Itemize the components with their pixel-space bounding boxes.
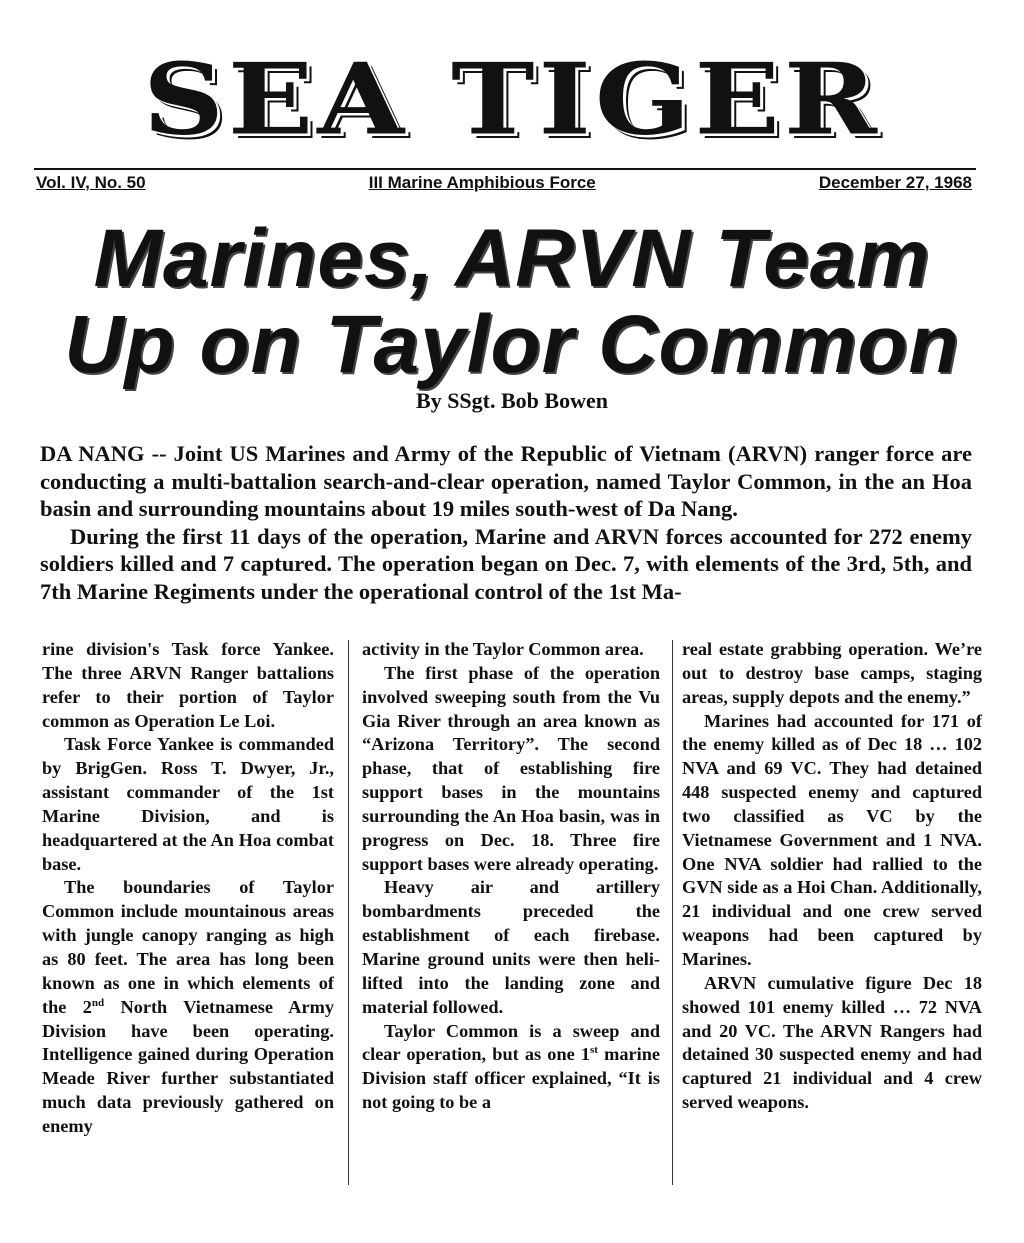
masthead (0, 40, 1024, 160)
column-2-paragraph-4-text-b: marine Division staff officer explained, “It is not going to be a (362, 1044, 660, 1113)
headline-line-1: Marines, ARVN Team (93, 213, 931, 304)
column-3-paragraph-2: Marines had accounted for 171 of the enemy killed as of Dec 18 … 102 NVA and 69 VC. They had detained 448 suspected enemy and captured two classified as VC by the Vietnamese Government and 1 NVA. One NVA soldier had rallied to the GVN side as a Hoi Chan. Additionally, 21 individual and one crew served weapons had been captured by Marines. (682, 710, 982, 969)
publisher-name: III Marine Amphibious Force (368, 173, 596, 192)
lead-paragraphs (40, 440, 972, 605)
lead-paragraph-2: During the first 11 days of the operation, Marine and ARVN forces accounted for 272 enemy soldiers killed and 7 captured. The operation began on Dec. 7, with elements of the 3rd, 5th, and 7th Marine Regiments under the operational control of the 1st Ma- (40, 523, 972, 604)
headline-line-2: Up on Taylor Common (64, 299, 960, 390)
volume-number: Vol. IV, No. 50 (36, 173, 146, 192)
column-2-paragraph-4-text-a: Taylor Common is a sweep and clear operation, but as one 1 (362, 1020, 660, 1065)
lead-paragraph-1: DA NANG -- Joint US Marines and Army of the Republic of Vietnam (ARVN) ranger force are conducting a multi-battalion search-and-clear operation, named Taylor Common, in the an Hoa basin and surrounding mountains about 19 miles south-west of Da Nang. (40, 441, 972, 521)
column-1-paragraph-1: rine division's Task force Yankee. The three ARVN Ranger battalions refer to their portion of Taylor common as Operation Le Loi. (42, 639, 334, 731)
column-2-paragraph-4 (362, 1020, 660, 1115)
masthead-info-row (36, 171, 972, 195)
byline: By SSgt. Bob Bowen (416, 388, 608, 413)
masthead-title: SEA TIGER (143, 41, 881, 158)
ordinal-suffix: nd (91, 996, 105, 1009)
article-column-1 (42, 638, 334, 1186)
column-2-paragraph-3: Heavy air and artillery bombardments preceded the establishment of each firebase. Marine ground units were then heli-lifted into the landing zone and material followed. (362, 877, 660, 1017)
column-3-paragraph-1: real estate grabbing operation. We’re out to destroy base camps, staging areas, supply depots and the enemy.” (682, 639, 982, 707)
column-1-paragraph-3-text-b: North Vietnamese Army Division have been operating. Intelligence gained during Operation Meade River further substantiated much data previously gathered on enemy (42, 996, 334, 1136)
article-column-2 (362, 638, 660, 1186)
article-column-3 (682, 638, 982, 1186)
issue-date: December 27, 1968 (818, 173, 972, 192)
column-1-paragraph-3-text-a: The boundaries of Taylor Common include mountainous areas with jungle canopy ranging as high as 80 feet. The area has long been known as one in which elements of the 2 (42, 877, 334, 1017)
ordinal-suffix: st (590, 1044, 598, 1057)
column-1-paragraph-2: Task Force Yankee is commanded by BrigGen. Ross T. Dwyer, Jr., assistant commander of the 1st Marine Division, and is headquartered at the An Hoa combat base. (42, 734, 334, 874)
masthead-top-rule (34, 168, 976, 170)
column-3-paragraph-3: ARVN cumulative figure Dec 18 showed 101 enemy killed … 72 NVA and 20 VC. The ARVN Rangers had detained 30 suspected enemy and had captured 21 individual and 4 crew served weapons. (682, 972, 982, 1113)
column-divider-1 (348, 640, 349, 1185)
column-divider-2 (672, 640, 673, 1185)
column-2-paragraph-1: activity in the Taylor Common area. (362, 639, 644, 659)
column-2-paragraph-2: The first phase of the operation involved sweeping south from the Vu Gia River through an area known as “Arizona Territory”. The second phase, that of establishing fire support bases in the mountains surrounding the An Hoa basin, was in progress on Dec. 18. Three fire support bases were already operating. (362, 662, 660, 874)
column-1-paragraph-3 (42, 876, 334, 1138)
